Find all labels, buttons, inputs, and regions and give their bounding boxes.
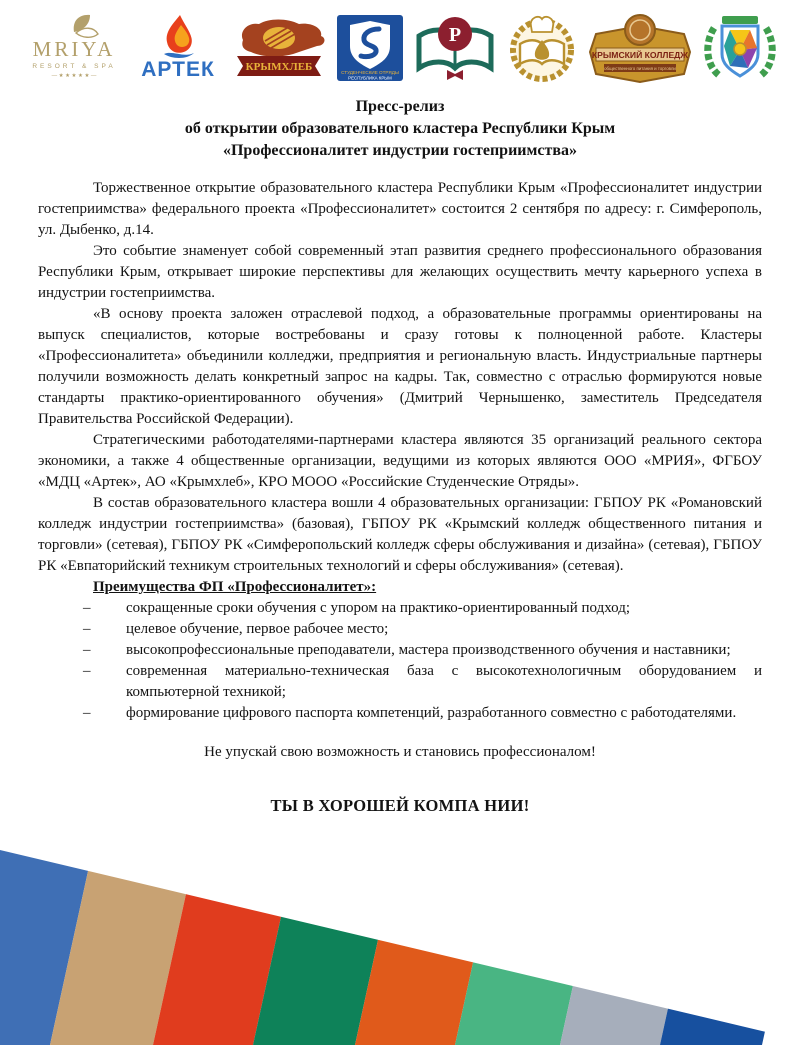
mriya-resort-logo [20,12,128,84]
list-item-text: сокращенные сроки обучения с упором на практико-ориентированный подход; [126,600,631,616]
mriya-subtitle: RESORT & SPA [32,63,116,70]
title-line-2: об открытии образовательного кластера Республики Крым [184,120,616,137]
closing-slogan: Не упускай свою возможность и становись профессионалом! [204,744,596,760]
evpatoria-technikum-logo [700,12,780,84]
catering-college-emblem [505,12,579,84]
romanovsky-college-logo [411,12,499,84]
list-item-text: современная материально-техническая база с высокотехнологичным оборудованием и компьютерной техникой; [126,663,762,700]
bullet-dash: – [83,705,91,721]
list-item-text: высокопрофессиональные преподаватели, мастера производственного обучения и наставники; [126,642,731,658]
footer-stripes [0,830,800,1045]
title-line-3: «Профессионалитет индустрии гостеприимства» [222,142,578,159]
bullet-dash: – [83,621,91,637]
advantages-list [38,598,762,724]
list-item [83,619,762,640]
paragraph-partners: Стратегическими работодателями-партнерами кластера являются 35 организаций реального сектора экономики, а также 4 общественные организации, ведущими из которых являются ООО «МРИЯ», ФГБОУ «МДЦ «Артек», АО «Крымхлеб», КРО МООО «Российские Студенческие Отряды». [38,432,762,490]
romanovsky-letter: Р [449,24,462,46]
list-item [83,598,762,619]
paragraph-opening: Торжественное открытие образовательного кластера Республики Крым «Профессионалитет индустрии гостеприимства» федерального проекта «Профессионалитет» состоится 2 сентября по адресу: г. Симферополь, ул. Дыбенко, д.14. [38,180,762,238]
press-release-body [38,178,762,816]
student-brigades-logo [335,12,405,84]
title-line-1: Пресс-релиз [355,98,445,115]
artek-logo [134,12,222,84]
krymkhleb-wordmark: КРЫМХЛЕБ [245,61,312,73]
list-item [83,703,762,724]
badge-title: КРЫМСКИЙ КОЛЛЕДЖ [591,50,688,60]
bullet-dash: – [83,642,91,658]
mriya-stars: — ★ ★ ★ ★ ★ — [51,73,97,79]
artek-wordmark: АРТЕК [141,58,216,81]
partner-logos-row [0,0,800,90]
chef-hat-icon [531,17,554,32]
bullet-dash: – [83,663,91,679]
list-item [83,640,762,661]
krymkhleb-logo [229,12,329,84]
rso-text-line1: СТУДЕНЧЕСКИЕ ОТРЯДЫ [340,70,399,75]
rso-text-line2: РЕСПУБЛИКА КРЫМ [348,75,392,81]
advantages-heading: Преимущества ФП «Профессионалитет»: [93,579,377,595]
list-item-text: целевое обучение, первое рабочее место; [126,621,389,637]
badge-subtitle: общественного питания и торговли [603,66,676,71]
list-item [83,661,762,703]
paragraph-quote: «В основу проекта заложен отраслевой подход, а образовательные программы ориентированы на выпуск специалистов, которые востребованы и сразу готовы к полноценной работе. Кластеры «Профессионалитета» объединили колледжи, предприятия и региональную власть. Индустриальные партнеры получили возможность делать конкретный запрос на кадры. Так, совместно с отраслью формируются новые стандарты практико-ориентированного обучения» (Дмитрий Чернышенко, заместитель Председателя Правительства Российской Федерации). [38,306,762,427]
closing-motto: ТЫ В ХОРОШЕЙ КОМПА НИИ! [270,796,530,815]
pinwheel-center [734,43,746,55]
mriya-wordmark: MRIYA [32,37,116,61]
ribbon-banner [722,16,758,24]
document-title [40,96,760,162]
paragraph-significance: Это событие знаменует собой современный этап развития среднего профессионального образования Республики Крым, открывает широкие перспективы для желающих осуществить мечту карьерного успеха в индустрии гостеприимства. [38,243,762,301]
paragraph-organizations: В состав образовательного кластера вошли 4 образовательных организации: ГБПОУ РК «Романовский колледж индустрии гостеприимства» (базовая), ГБПОУ РК «Крымский колледж общественного питания и торговли» (сетевая), ГБПОУ РК «Симферопольский колледж сферы обслуживания и дизайна» (сетевая), ГБПОУ РК «Евпаторийский техникум строительных технологий и сферы обслуживания» (сетевая). [38,495,762,574]
krymsky-college-badge [586,12,694,84]
footer-stripes-graphic [0,830,800,1045]
list-item-text: формирование цифрового паспорта компетенций, разработанного совместно с работодателями. [126,705,737,721]
bullet-dash: – [83,600,91,616]
